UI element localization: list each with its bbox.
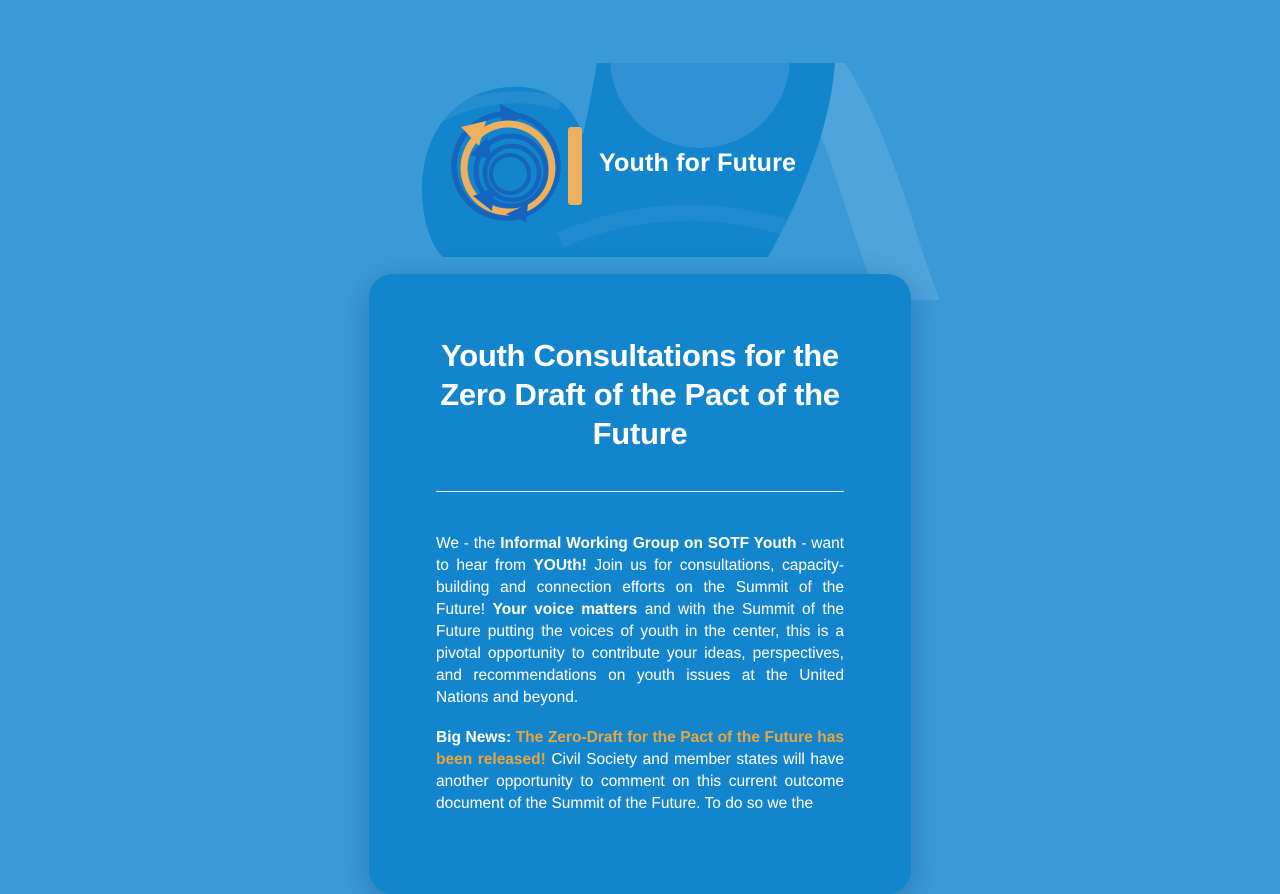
bold-text: YOUth!: [533, 557, 587, 574]
bold-text: Your voice matters: [492, 601, 638, 618]
body-text: Civil Society and member states will have another opportunity to comment on this current outcome document of the Summit of the Future. To do so we the: [436, 751, 844, 812]
brand-name: Youth for Future: [599, 149, 797, 177]
news-paragraph: [436, 727, 844, 815]
zero-draft-link[interactable]: The Zero-Draft for the Pact of the Future has been released!: [436, 729, 845, 768]
body-text: - want to hear from: [436, 535, 845, 574]
body-text: and with the Summit of the Future putting the voices of youth in the center, this is a pivotal opportunity to contribute your ideas, perspectives, and recommendations on youth issues at the United Nations and beyond.: [436, 601, 844, 706]
intro-paragraph: [436, 533, 844, 709]
logo-divider-bar: [568, 127, 582, 205]
content-card: [369, 274, 911, 894]
page-title: Youth Consultations for the Zero Draft of the Pact of the Future: [440, 338, 840, 451]
bold-text: Big News:: [436, 729, 516, 746]
bold-text: Informal Working Group on SOTF Youth: [500, 535, 797, 552]
divider: [436, 491, 844, 492]
body-text: We - the: [436, 535, 501, 552]
body-text: Join us for consultations, capacity-building and connection efforts on the Summit of the Future!: [436, 557, 844, 618]
